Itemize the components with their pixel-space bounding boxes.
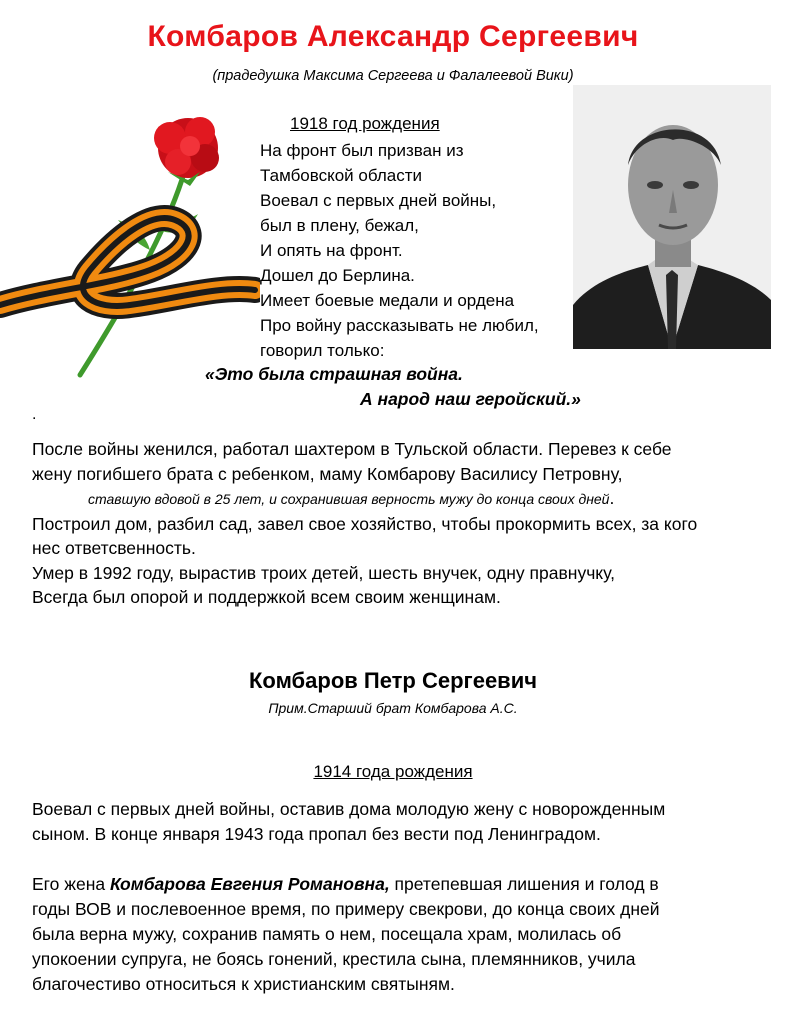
- st-george-ribbon: [0, 218, 255, 306]
- section-subtitle: Прим.Старший брат Комбарова А.С.: [268, 700, 518, 716]
- paragraph-line: [32, 872, 660, 897]
- bio-line: Умер в 1992 году, вырастив троих детей, шесть внучек, одну правнучку,: [32, 562, 616, 583]
- bio-line: жену погибшего брата с ребенком, маму Комбарову Василису Петровну,: [32, 463, 623, 484]
- paragraph-line: сыном. В конце января 1943 года пропал без вести под Ленинградом.: [32, 824, 601, 844]
- postwar-biography: [32, 437, 772, 610]
- war-biography-lines: [260, 138, 539, 363]
- bio-line: [32, 486, 772, 512]
- paragraph-line: годы ВОВ и послевоенное время, по примеру свекрови, до конца своих дней: [32, 899, 660, 919]
- wife-name: Комбарова Евгения Романовна,: [109, 874, 390, 894]
- bio-line: Построил дом, разбил сад, завел свое хозяйство, чтобы прокормить всех, за кого: [32, 513, 698, 534]
- page-subtitle: (прадедушка Максима Сергеева и Фалалеевой Вики): [212, 68, 574, 84]
- birth-year-heading: 1918 год рождения: [290, 114, 440, 133]
- poem-line: На фронт был призван из: [260, 141, 464, 160]
- bio-line: После войны женился, работал шахтером в Тульской области. Перевез к себе: [32, 439, 672, 459]
- paragraph-line: упокоении супруга, не боясь гонений, крестила сына, племянников, учила: [32, 949, 636, 969]
- para-prefix: Его жена: [32, 874, 110, 894]
- carnation-flower: [154, 117, 219, 186]
- birth-year-text: 1914 года рождения: [313, 762, 473, 781]
- poem-line: И опять на фронт.: [260, 241, 403, 260]
- poem-line: Воевал с первых дней войны,: [260, 191, 497, 210]
- bio-line: нес ответсвенность.: [32, 538, 196, 558]
- bio-line: Всегда был опорой и поддержкой всем своим женщинам.: [32, 587, 501, 607]
- paragraph-line: благочестиво относиться к христианским святыням.: [32, 974, 455, 994]
- poem-line: говорил только:: [260, 341, 385, 360]
- portrait-photo: [573, 85, 771, 349]
- section-paragraph-1: [32, 797, 665, 847]
- poem-line: Про войну рассказывать не любил,: [260, 316, 539, 335]
- carnation-ribbon-illustration: [0, 110, 260, 380]
- quote-line-1: «Это была страшная война.: [205, 364, 463, 384]
- poem-line: Дошел до Берлина.: [260, 266, 415, 285]
- paragraph-line: Воевал с первых дней войны, оставив дома молодую жену с новорожденным: [32, 799, 666, 819]
- stray-dot: .: [32, 406, 37, 423]
- poem-line: Тамбовской области: [260, 166, 422, 185]
- poem-line: был в плену, бежал,: [260, 216, 419, 235]
- bio-small-italic: ставшую вдовой в 25 лет, и сохранившая верность мужу до конца своих дней: [88, 491, 610, 507]
- section-birth-year: [0, 762, 786, 782]
- poem-line: Имеет боевые медали и ордена: [260, 291, 515, 310]
- section-paragraph-2: [32, 872, 660, 997]
- section-title: Комбаров Петр Сергеевич: [249, 668, 537, 693]
- page-title: Комбаров Александр Сергеевич: [147, 20, 639, 53]
- para-rest: претепевшая лишения и голод в: [389, 874, 659, 894]
- paragraph-line: была верна мужу, сохранив память о нем, посещала храм, молилась об: [32, 924, 622, 944]
- bio-period: .: [609, 488, 615, 508]
- quote-line-2: А народ наш геройский.»: [360, 389, 581, 409]
